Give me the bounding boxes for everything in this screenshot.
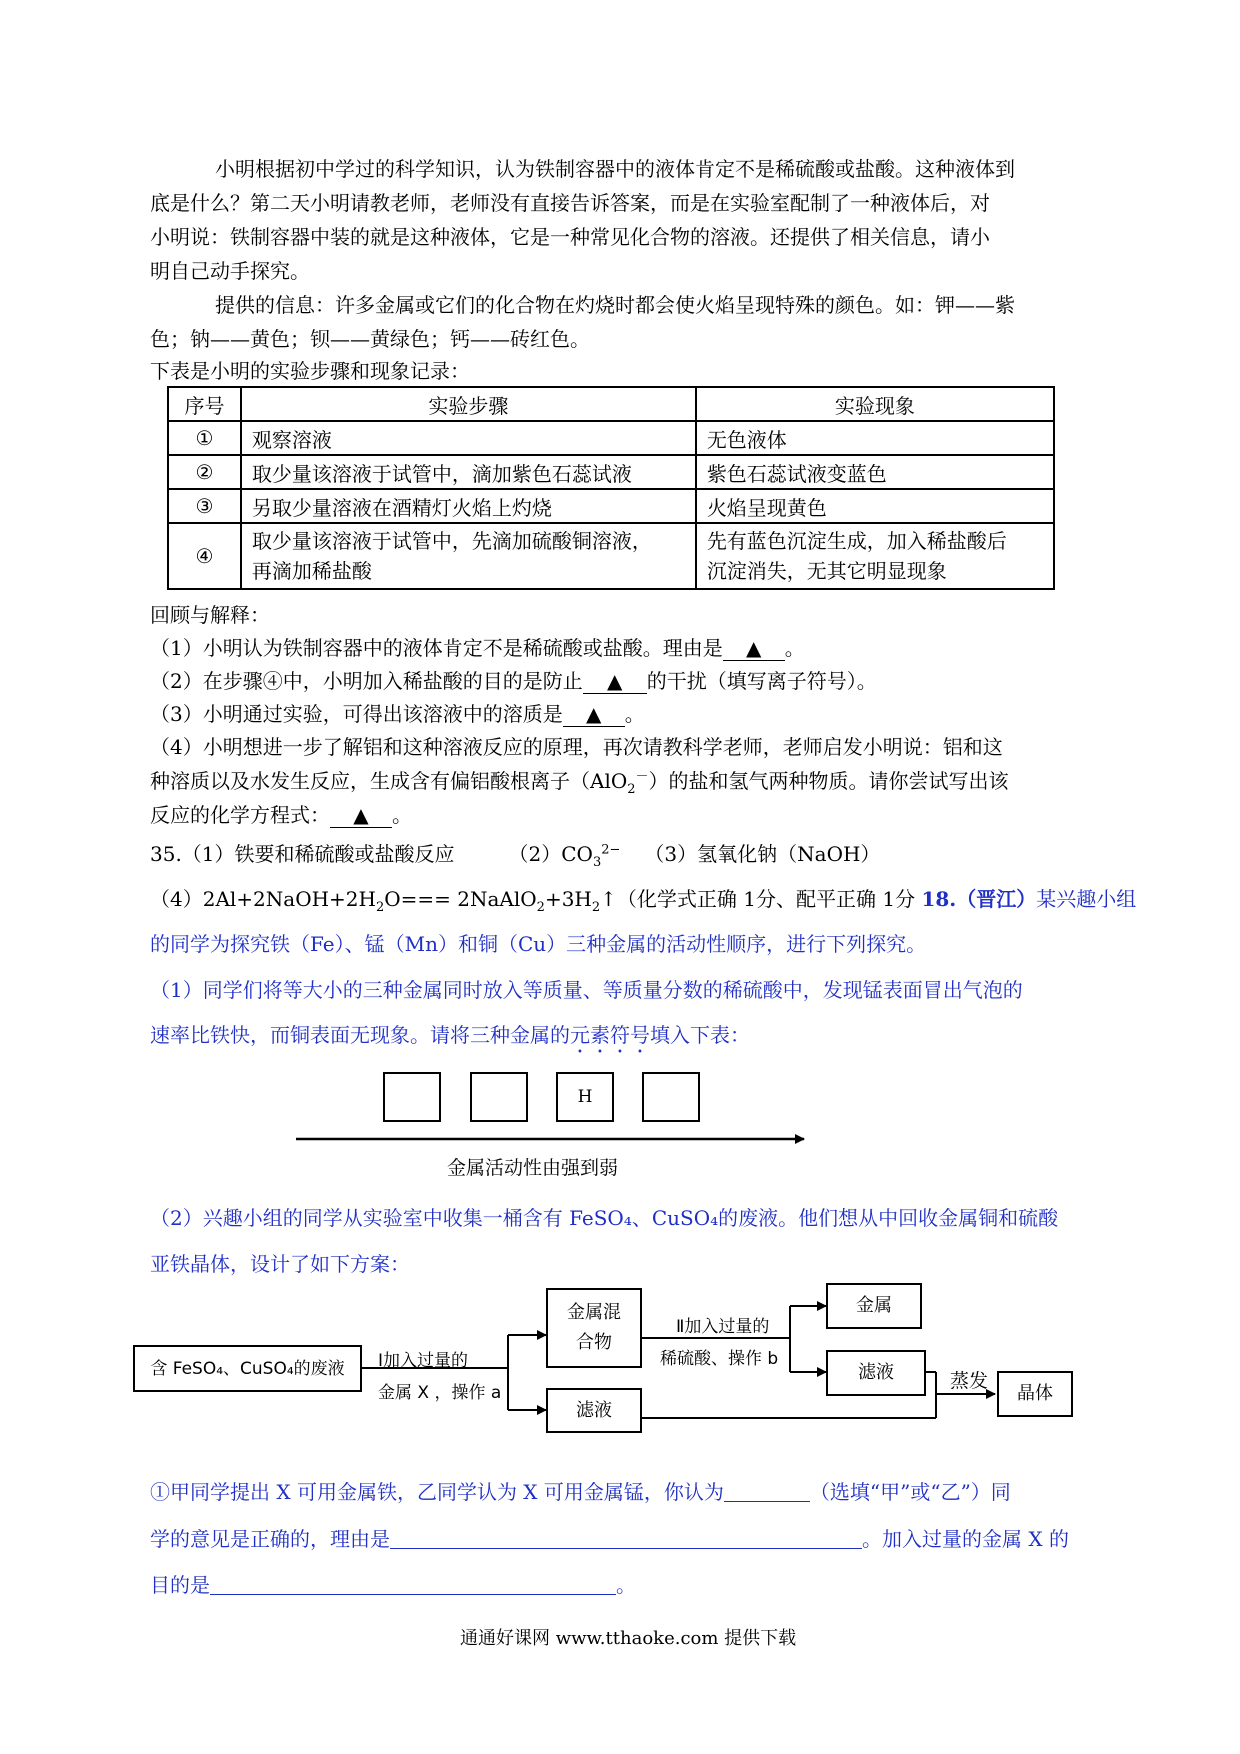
info-line-1: 提供的信息：许多金属或它们的化合物在灼烧时都会使火焰呈现特殊的颜色。如：钾——紫 xyxy=(215,293,1015,317)
step1-label-2: 金属 X ，操作 a xyxy=(378,1383,502,1403)
eq-part: O=== 2NaAlO xyxy=(384,887,537,911)
q2-text: （2）在步骤④中，小明加入稀盐酸的目的是防止 xyxy=(150,669,583,693)
p1-text: 速率比铁快，而铜表面无现象。请将三种金属的 xyxy=(150,1023,570,1047)
header-no: 序号 xyxy=(168,387,241,421)
q1-text: （1）小明认为铁制容器中的液体肯定不是稀硫酸或盐酸。理由是 xyxy=(150,636,723,660)
review-q4-line-1: （4）小明想进一步了解铝和这种溶液反应的原理，再次请教科学老师，老师启发小明说：铝和这 xyxy=(150,735,1003,759)
eq-sub: 2 xyxy=(536,900,545,915)
reason-text: 学的意见是正确的，理由是 xyxy=(150,1527,390,1551)
q18-p2-line-1: （2）兴趣小组的同学从实验室中收集一桶含有 FeSO₄、CuSO₄的废液。他们想从中回收金属铜和硫酸 xyxy=(150,1206,1059,1230)
purpose-blank[interactable] xyxy=(210,1574,616,1595)
eq-note: ↑（化学式正确 1分、配平正确 1分 xyxy=(600,887,922,911)
arrow-label: 金属活动性由强到弱 xyxy=(447,1157,619,1179)
q3-end: 。 xyxy=(624,702,645,726)
q18-p1-line-1: （1）同学们将等大小的三种金属同时放入等质量、等质量分数的稀硫酸中，发现锰表面冒出气泡的 xyxy=(150,978,1023,1002)
row-no: ④ xyxy=(168,523,241,589)
metal-mixture-box xyxy=(546,1288,642,1368)
q4-text: 种溶质以及水发生反应，生成含有偏铝酸根离子（AlO xyxy=(150,769,628,793)
reason-text-end: 。加入过量的金属 X 的 xyxy=(862,1527,1069,1551)
row-no: ③ xyxy=(168,489,241,523)
q18-p2-line-2: 亚铁晶体，设计了如下方案： xyxy=(150,1252,410,1276)
step2-label-2: 稀硫酸、操作 b xyxy=(660,1349,779,1369)
header-step: 实验步骤 xyxy=(241,387,696,421)
evaporate-label: 蒸发 xyxy=(950,1370,989,1392)
sub-q1-text-end: （选填“甲”或“乙”）同 xyxy=(809,1480,1011,1504)
q3-text: （3）小明通过实验，可得出该溶液中的溶质是 xyxy=(150,702,563,726)
metal-mixture-line-1: 金属混 xyxy=(567,1302,621,1323)
q4-eq-end: 。 xyxy=(392,803,412,827)
q4-sup: － xyxy=(635,769,649,785)
eq-part: +3H xyxy=(544,887,592,911)
eq-sub: 2 xyxy=(591,900,601,915)
q18-line-2: 的同学为探究铁（Fe）、锰（Mn）和铜（Cu）三种金属的活动性顺序，进行下列探究。 xyxy=(150,932,927,956)
sub-q1-line-3 xyxy=(150,1573,636,1597)
answer-3: （3）氢氧化钠（NaOH） xyxy=(644,842,881,866)
row-phenomenon: 紫色石蕊试液变蓝色 xyxy=(696,455,1054,489)
hydrogen-box: H xyxy=(556,1072,614,1122)
info-line-2: 色；钠——黄色；钡——黄绿色；钙——砖红色。 xyxy=(150,327,590,351)
answer-2-sub: 3 xyxy=(592,855,602,870)
answer-1: 35.（1）铁要和稀硫酸或盐酸反应 xyxy=(150,842,455,866)
filtrate-box-1: 滤液 xyxy=(546,1388,642,1433)
row-phenomenon-line-2: 沉淀消失，无其它明显现象 xyxy=(706,559,947,583)
row-step-line-2: 再滴加稀盐酸 xyxy=(251,559,372,583)
question-18-head: 18.（晋江） xyxy=(921,887,1037,911)
q4-answer-blank[interactable]: ▲ xyxy=(330,803,392,828)
eq-sub: 2 xyxy=(375,900,385,915)
metal-box: 金属 xyxy=(826,1283,922,1329)
q4-text-end: ）的盐和氢气两种物质。请你尝试写出该 xyxy=(648,769,1009,793)
review-title: 回顾与解释： xyxy=(150,603,270,627)
intro-line-1: 小明根据初中学过的科学知识，认为铁制容器中的液体肯定不是稀硫酸或盐酸。这种液体到 xyxy=(215,157,1015,181)
row-no: ① xyxy=(168,421,241,455)
answer-2-sup: 2− xyxy=(601,842,621,858)
row-step: 另取少量溶液在酒精灯火焰上灼烧 xyxy=(241,489,696,523)
eq-part: （4）2Al+2NaOH+2H xyxy=(150,887,376,911)
purpose-text: 目的是 xyxy=(150,1573,210,1597)
q4-eq-text: 反应的化学方程式： xyxy=(150,803,330,827)
p1-emphasis: 元素符号 xyxy=(570,1023,650,1047)
sub-q1-text: ①甲同学提出 X 可用金属铁，乙同学认为 X 可用金属锰，你认为 xyxy=(150,1480,724,1504)
row-step-line-1: 取少量该溶液于试管中，先滴加硫酸铜溶液， xyxy=(251,529,652,553)
q2-end: 的干扰（填写离子符号）。 xyxy=(646,669,877,693)
choice-blank[interactable] xyxy=(724,1481,810,1502)
crystal-box: 晶体 xyxy=(997,1371,1073,1417)
q1-answer-blank[interactable]: ▲ xyxy=(723,636,785,661)
answer-2: （2）CO xyxy=(508,842,593,866)
q2-answer-blank[interactable]: ▲ xyxy=(583,669,647,694)
reason-blank[interactable] xyxy=(390,1528,862,1549)
row-phenomenon: 火焰呈现黄色 xyxy=(696,489,1054,523)
filtrate-box-2: 滤液 xyxy=(826,1350,926,1396)
row-phenomenon-line-1: 先有蓝色沉淀生成，加入稀盐酸后 xyxy=(706,529,1007,553)
sub-q1-line-1 xyxy=(150,1480,1011,1504)
table-intro: 下表是小明的实验步骤和现象记录： xyxy=(150,359,470,383)
row-no: ② xyxy=(168,455,241,489)
intro-line-3: 小明说：铁制容器中装的就是这种液体，它是一种常见化合物的溶液。还提供了相关信息，请小 xyxy=(150,225,990,249)
row-phenomenon: 无色液体 xyxy=(696,421,1054,455)
q3-answer-blank[interactable]: ▲ xyxy=(563,702,625,727)
q1-end: 。 xyxy=(784,636,805,660)
row-step: 取少量该溶液于试管中，滴加紫色石蕊试液 xyxy=(241,455,696,489)
purpose-text-end: 。 xyxy=(616,1573,636,1597)
step2-label-1: Ⅱ加入过量的 xyxy=(676,1317,770,1337)
waste-liquid-box: 含 FeSO₄、CuSO₄的废液 xyxy=(133,1345,362,1392)
footer: 通通好课网 www.tthaoke.com 提供下载 xyxy=(460,1628,797,1649)
metal-mixture-line-2: 合物 xyxy=(576,1332,612,1353)
p1-text-end: 填入下表： xyxy=(650,1023,750,1047)
sub-q1-line-2 xyxy=(150,1527,1069,1551)
step1-label-1: Ⅰ加入过量的 xyxy=(378,1351,469,1371)
header-phenomenon: 实验现象 xyxy=(696,387,1054,421)
row-step: 观察溶液 xyxy=(241,421,696,455)
q4-sub: 2 xyxy=(627,782,636,797)
question-18-text: 某兴趣小组 xyxy=(1036,887,1137,911)
intro-line-2: 底是什么？第二天小明请教老师，老师没有直接告诉答案，而是在实验室配制了一种液体后，对 xyxy=(150,191,990,215)
intro-line-4: 明自己动手探究。 xyxy=(150,259,310,283)
